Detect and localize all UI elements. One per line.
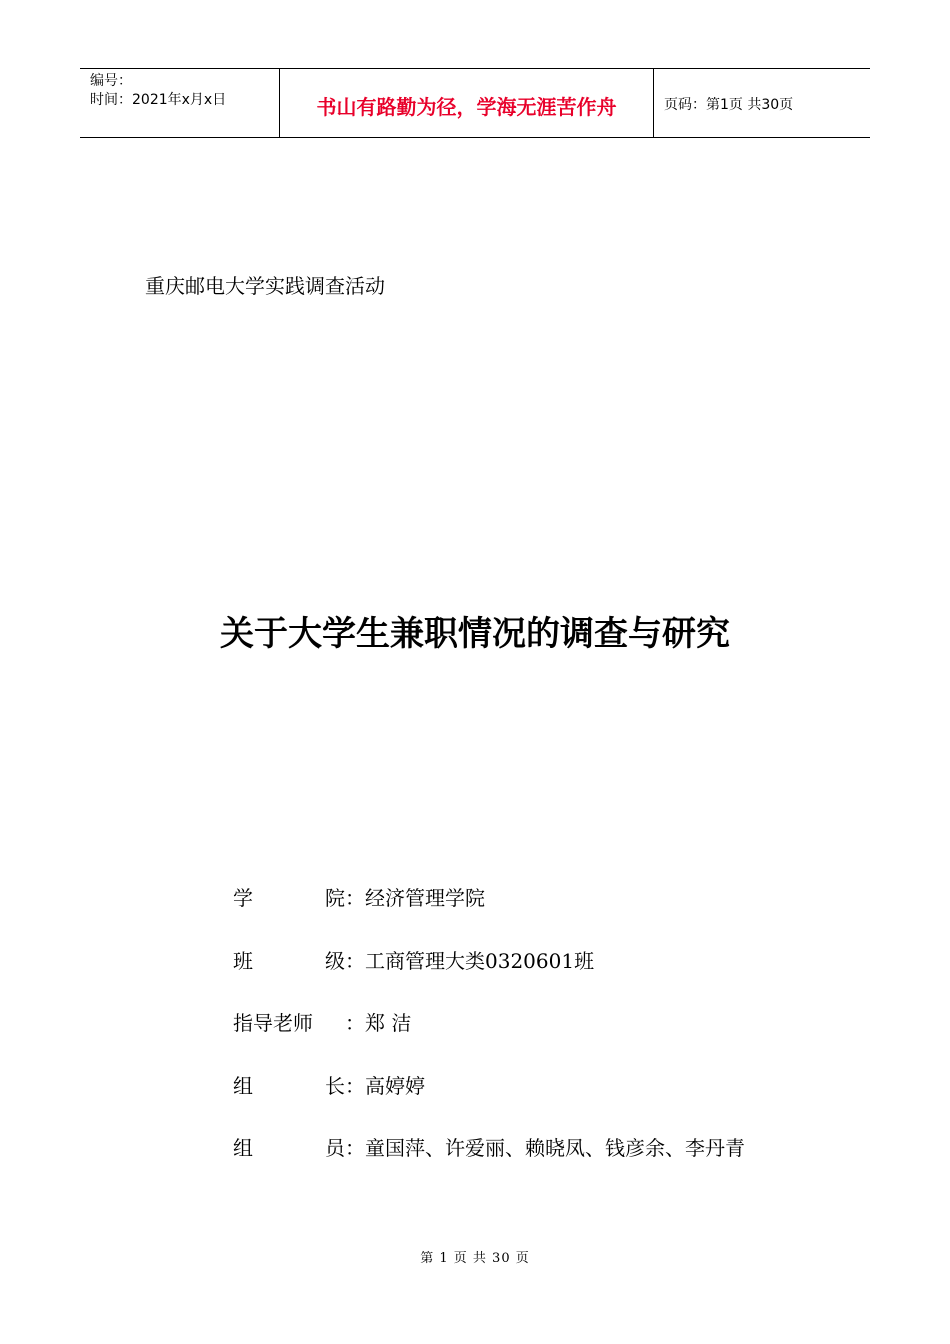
label-char: 长: [325, 1073, 345, 1098]
page-header: [80, 68, 870, 138]
number-label: 编号：: [90, 73, 132, 89]
info-value: ：工商管理大类0320601班: [345, 948, 595, 973]
info-label: 指导老师: [233, 1011, 313, 1035]
label-char: 级: [325, 948, 345, 973]
page-footer: 第 1 页 共 30 页: [420, 1251, 530, 1266]
info-label: [233, 1132, 345, 1161]
label-char: 组: [233, 1073, 253, 1098]
info-value: ：经济管理学院: [345, 886, 485, 910]
header-page-code: 页码：第1页 共30页: [664, 97, 794, 113]
label-char: 学: [233, 886, 253, 910]
label-char: 院: [325, 886, 345, 910]
info-row-leader: [233, 1070, 745, 1133]
label-char: 班: [233, 948, 253, 973]
info-row-class: [233, 945, 745, 1008]
header-meta: [80, 69, 280, 137]
organization-line: 重庆邮电大学实践调查活动: [145, 274, 385, 298]
document-title: 关于大学生兼职情况的调查与研究: [220, 614, 730, 654]
time-label: 时间：2021年x月x日: [90, 92, 227, 108]
info-block: [233, 882, 745, 1195]
info-label: [233, 1070, 345, 1099]
info-value: ：高婷婷: [345, 1073, 425, 1098]
header-motto: 书山有路勤为径，学海无涯苦作舟: [280, 69, 654, 137]
info-label: [233, 882, 345, 911]
info-row-college: [233, 882, 745, 945]
label-char: 组: [233, 1136, 253, 1160]
info-row-advisor: [233, 1007, 745, 1070]
info-label: [233, 945, 345, 974]
info-row-members: [233, 1132, 745, 1195]
info-value: ：童国萍、许爱丽、赖晓凤、钱彦余、李丹青: [345, 1136, 745, 1160]
label-char: 员: [325, 1136, 345, 1160]
info-value: ：郑 洁: [345, 1011, 412, 1035]
